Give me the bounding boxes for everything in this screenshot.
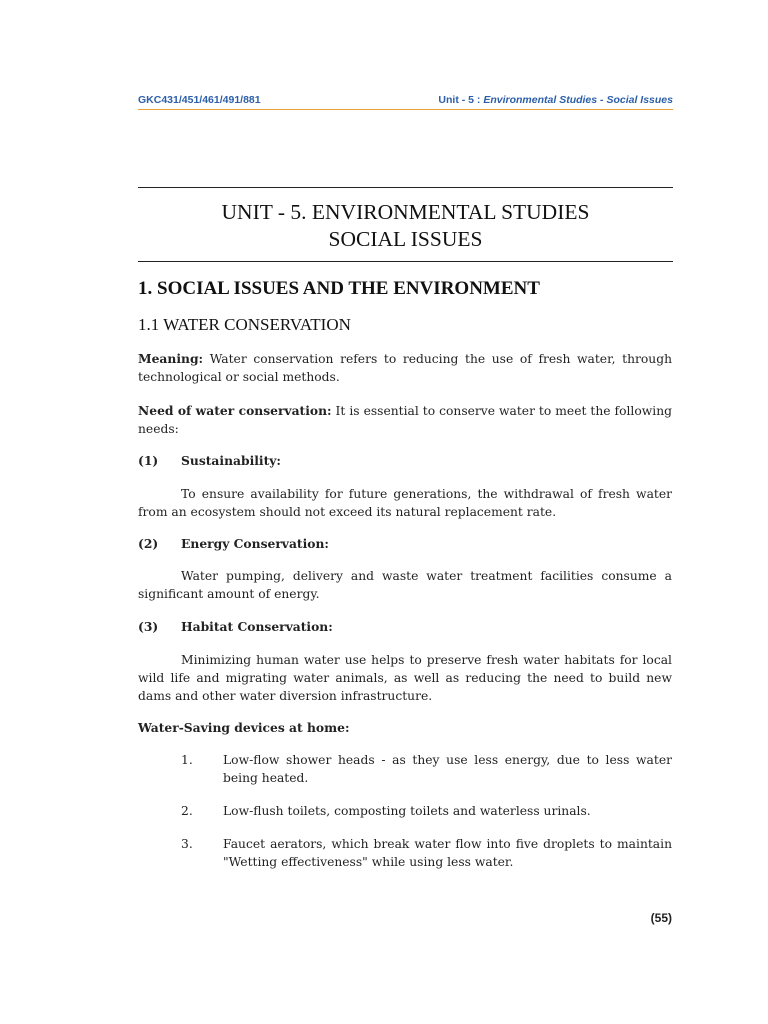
page-title xyxy=(138,199,673,253)
device-item-1-text: Low-flow shower heads - as they use less energy, due to less water being heated. xyxy=(223,753,672,785)
title-bottom-rule xyxy=(138,261,673,262)
page-number: (55) xyxy=(650,911,672,925)
subsection-heading: 1.1 WATER CONSERVATION xyxy=(138,315,351,334)
need-3-title: Habitat Conservation: xyxy=(181,619,333,634)
need-2-title: Energy Conservation: xyxy=(181,536,329,551)
need-2-text: Water pumping, delivery and waste water treatment facilities consume a significant amount of energy. xyxy=(138,569,672,601)
device-item-2-number: 2. xyxy=(181,804,193,818)
need-paragraph xyxy=(138,402,672,438)
need-2-number: (2) xyxy=(138,536,159,551)
need-3-heading xyxy=(138,618,333,636)
unit-prefix: Unit - 5 : xyxy=(438,94,481,106)
course-code: GKC431/451/461/491/881 xyxy=(138,94,261,106)
device-item-2-text: Low-flush toilets, composting toilets and waterless urinals. xyxy=(223,804,591,818)
section-heading: 1. SOCIAL ISSUES AND THE ENVIRONMENT xyxy=(138,278,540,299)
title-top-rule xyxy=(138,187,673,188)
need-1-text: To ensure availability for future generations, the withdrawal of fresh water from an ecosystem should not exceed its natural replacement rate. xyxy=(138,487,672,519)
device-item-3-number: 3. xyxy=(181,837,193,851)
unit-header xyxy=(438,94,673,106)
title-line-1: UNIT - 5. ENVIRONMENTAL STUDIES xyxy=(221,200,590,224)
device-item-3-text: Faucet aerators, which break water flow into five droplets to maintain "Wetting effectiveness" while using less water. xyxy=(223,837,672,869)
need-label: Need of water conservation: xyxy=(138,403,332,418)
need-1-heading xyxy=(138,452,281,470)
need-text: It is essential to conserve water to meet the following needs: xyxy=(138,404,672,436)
need-3-text: Minimizing human water use helps to preserve fresh water habitats for local wild life and migrating water animals, as well as reducing the need to build new dams and other water diversion infrastructure. xyxy=(138,653,672,703)
device-item-1-number: 1. xyxy=(181,753,193,767)
need-1-number: (1) xyxy=(138,453,159,468)
meaning-label: Meaning: xyxy=(138,351,204,366)
need-1-title: Sustainability: xyxy=(181,453,281,468)
meaning-text: Water conservation refers to reducing the use of fresh water, through technological or social methods. xyxy=(138,352,672,384)
title-line-2: SOCIAL ISSUES xyxy=(328,227,483,251)
meaning-paragraph xyxy=(138,350,672,386)
devices-heading: Water-Saving devices at home: xyxy=(138,720,350,735)
need-3-number: (3) xyxy=(138,619,159,634)
running-header xyxy=(138,94,673,110)
need-2-heading xyxy=(138,535,329,553)
unit-title: Environmental Studies - Social Issues xyxy=(483,94,673,106)
